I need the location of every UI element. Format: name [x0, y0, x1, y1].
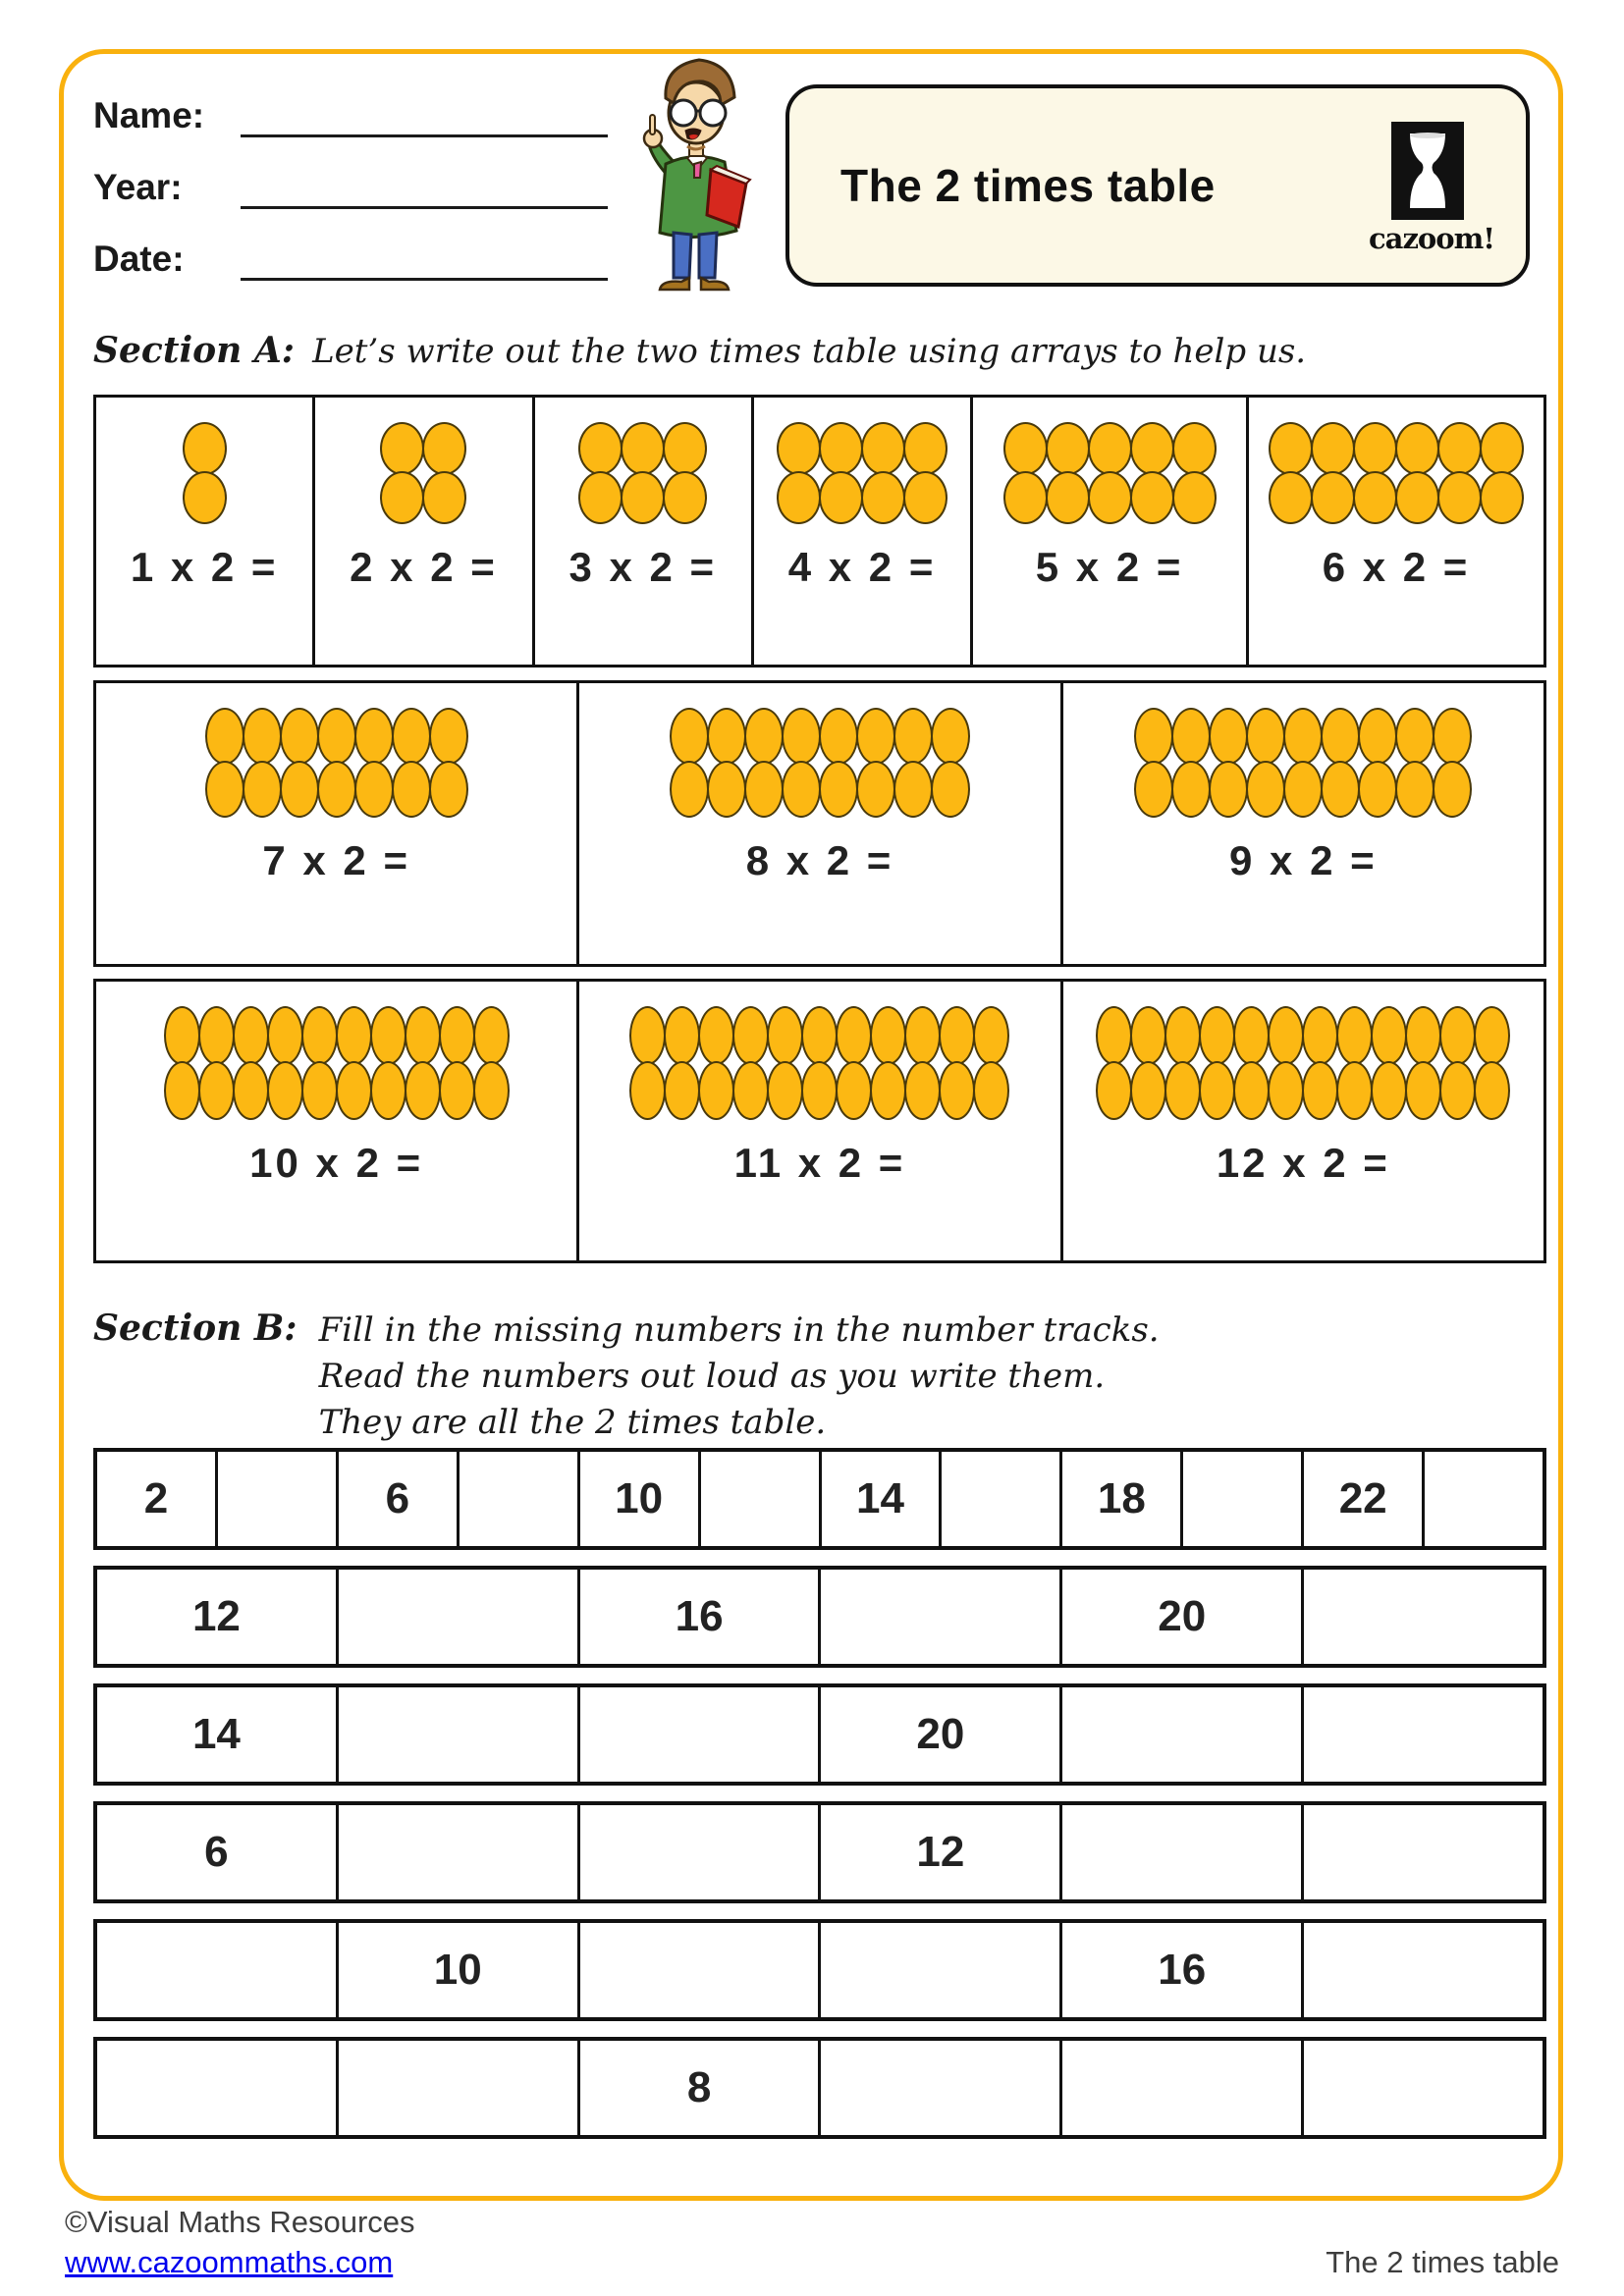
counter-dot-icon [1268, 1061, 1304, 1120]
year-field [93, 162, 608, 209]
counter-dot-icon [1209, 708, 1248, 765]
counter-dot-icon [1474, 1061, 1510, 1120]
number-track-6 [93, 2037, 1546, 2139]
counter-dot-icon [439, 1006, 475, 1065]
counter-dot-icon [405, 1006, 441, 1065]
counter-dot-icon [861, 471, 905, 524]
counter-dot-icon [1269, 471, 1313, 524]
counter-dot-icon [893, 708, 933, 765]
footer-copyright: ©Visual Maths Resources [65, 2205, 415, 2239]
counter-dot-icon [317, 708, 356, 765]
track-cell-filled: 6 [97, 1805, 339, 1899]
counter-dot-icon [670, 708, 709, 765]
counter-dot-icon [205, 708, 244, 765]
counter-dot-icon [973, 1006, 1009, 1065]
counter-dot-icon [1134, 708, 1173, 765]
counter-dot-icon [870, 1006, 906, 1065]
counter-dot-icon [732, 1006, 769, 1065]
counter-dot-icon [422, 471, 466, 524]
track-cell-blank [942, 1452, 1062, 1546]
array-cell-5x2 [973, 398, 1249, 665]
track-cell-blank [1304, 2041, 1543, 2135]
counter-dot-icon [1172, 422, 1217, 475]
teacher-cartoon-icon [601, 54, 787, 297]
counter-dot-icon [1096, 1006, 1132, 1065]
counter-dot-icon [767, 1061, 803, 1120]
counter-dot-icon [1439, 1006, 1476, 1065]
multiplication-label: 9 x 2 = [1229, 837, 1378, 883]
counter-dot-icon [836, 1061, 872, 1120]
section-b-instruction-line: They are all the 2 times table. [318, 1403, 827, 1442]
array-cell-8x2 [579, 683, 1062, 964]
counter-dot-icon [267, 1061, 303, 1120]
counter-dot-icon [1171, 761, 1211, 818]
counter-dot-icon [664, 1061, 700, 1120]
counter-dot-icon [1336, 1006, 1373, 1065]
counter-dot-icon [1283, 708, 1323, 765]
counter-dot-icon [1437, 471, 1482, 524]
multiplication-label: 8 x 2 = [745, 837, 894, 883]
counter-dot-icon [1246, 708, 1285, 765]
counter-dot-icon [301, 1061, 338, 1120]
counter-dot-icon [1353, 471, 1397, 524]
counter-dot-icon [1096, 1061, 1132, 1120]
counter-dot-icon [1046, 471, 1090, 524]
dot-array [1135, 708, 1471, 818]
counter-dot-icon [370, 1006, 406, 1065]
track-cell-blank [1304, 1570, 1543, 1664]
dot-array [630, 1006, 1008, 1120]
counter-dot-icon [1480, 471, 1524, 524]
track-cell-blank [1062, 1805, 1304, 1899]
counter-dot-icon [777, 422, 821, 475]
multiplication-label: 5 x 2 = [1035, 544, 1184, 590]
track-cell-filled: 20 [821, 1687, 1062, 1782]
counter-dot-icon [819, 761, 858, 818]
array-cell-3x2 [535, 398, 754, 665]
track-cell-blank [701, 1452, 822, 1546]
track-cell-blank [580, 1805, 822, 1899]
multiplication-label: 6 x 2 = [1322, 544, 1471, 590]
counter-dot-icon [1003, 422, 1048, 475]
track-cell-blank [1425, 1452, 1543, 1546]
track-cell-blank [1062, 2041, 1304, 2135]
track-cell-blank [339, 1687, 580, 1782]
multiplication-label: 7 x 2 = [262, 837, 410, 883]
counter-dot-icon [422, 422, 466, 475]
track-cell-blank [460, 1452, 580, 1546]
dot-array [579, 422, 706, 524]
counter-dot-icon [1302, 1061, 1338, 1120]
counter-dot-icon [392, 761, 431, 818]
counter-dot-icon [267, 1006, 303, 1065]
track-cell-filled: 14 [97, 1687, 339, 1782]
counter-dot-icon [1371, 1061, 1407, 1120]
counter-dot-icon [1336, 1061, 1373, 1120]
track-cell-filled: 22 [1304, 1452, 1425, 1546]
counter-dot-icon [664, 1006, 700, 1065]
counter-dot-icon [1433, 708, 1472, 765]
section-a-instruction: Let’s write out the two times table using arrays to help us. [312, 332, 1307, 371]
dot-array [1270, 422, 1523, 524]
counter-dot-icon [336, 1006, 372, 1065]
dot-array [381, 422, 465, 524]
section-b-label: Section B: [93, 1308, 298, 1349]
counter-dot-icon [1268, 1006, 1304, 1065]
track-cell-filled: 8 [580, 2041, 822, 2135]
counter-dot-icon [1283, 761, 1323, 818]
counter-dot-icon [903, 422, 947, 475]
counter-dot-icon [1405, 1061, 1441, 1120]
track-cell-blank [1183, 1452, 1304, 1546]
counter-dot-icon [782, 708, 821, 765]
counter-dot-icon [336, 1061, 372, 1120]
track-cell-filled: 12 [97, 1570, 339, 1664]
array-table-row-2 [93, 680, 1546, 967]
counter-dot-icon [621, 471, 665, 524]
array-table-row-3 [93, 979, 1546, 1263]
array-cell-6x2 [1249, 398, 1543, 665]
counter-dot-icon [1046, 422, 1090, 475]
counter-dot-icon [801, 1061, 838, 1120]
number-track-4 [93, 1801, 1546, 1903]
counter-dot-icon [439, 1061, 475, 1120]
counter-dot-icon [861, 422, 905, 475]
counter-dot-icon [280, 761, 319, 818]
counter-dot-icon [670, 761, 709, 818]
number-track-3 [93, 1683, 1546, 1786]
dot-array [1004, 422, 1216, 524]
counter-dot-icon [1130, 422, 1174, 475]
counter-dot-icon [1321, 708, 1360, 765]
counter-dot-icon [893, 761, 933, 818]
counter-dot-icon [1172, 471, 1217, 524]
counter-dot-icon [301, 1006, 338, 1065]
counter-dot-icon [1395, 471, 1439, 524]
counter-dot-icon [744, 761, 784, 818]
counter-dot-icon [1358, 761, 1397, 818]
array-cell-10x2 [96, 982, 579, 1260]
counter-dot-icon [1474, 1006, 1510, 1065]
cazoom-drum-icon [1391, 122, 1464, 220]
track-cell-filled: 2 [97, 1452, 218, 1546]
counter-dot-icon [939, 1006, 975, 1065]
multiplication-label: 10 x 2 = [249, 1140, 424, 1186]
section-b-instructions [319, 1308, 1160, 1446]
counter-dot-icon [856, 708, 895, 765]
cazoom-logo [1369, 122, 1495, 255]
dot-array [165, 1006, 509, 1120]
array-cell-12x2 [1063, 982, 1543, 1260]
section-a-label: Section A: [93, 330, 296, 371]
counter-dot-icon [317, 761, 356, 818]
counter-dot-icon [280, 708, 319, 765]
counter-dot-icon [473, 1006, 510, 1065]
track-cell-blank [218, 1452, 339, 1546]
counter-dot-icon [380, 471, 424, 524]
counter-dot-icon [1171, 708, 1211, 765]
counter-dot-icon [392, 708, 431, 765]
number-track-2 [93, 1566, 1546, 1668]
counter-dot-icon [1358, 708, 1397, 765]
section-b-instruction-line: Fill in the missing numbers in the number tracks. [318, 1310, 1160, 1350]
counter-dot-icon [233, 1006, 269, 1065]
track-cell-blank [1304, 1923, 1543, 2017]
counter-dot-icon [1164, 1061, 1201, 1120]
array-cell-9x2 [1063, 683, 1543, 964]
counter-dot-icon [1371, 1006, 1407, 1065]
multiplication-label: 4 x 2 = [787, 544, 937, 590]
counter-dot-icon [904, 1006, 941, 1065]
dot-array [206, 708, 467, 818]
date-line [241, 239, 608, 281]
counter-dot-icon [1003, 471, 1048, 524]
counter-dot-icon [1246, 761, 1285, 818]
counter-dot-icon [1395, 708, 1435, 765]
counter-dot-icon [1433, 761, 1472, 818]
counter-dot-icon [1311, 471, 1355, 524]
track-cell-filled: 12 [821, 1805, 1062, 1899]
track-cell-blank [97, 2041, 339, 2135]
counter-dot-icon [198, 1061, 235, 1120]
counter-dot-icon [578, 471, 623, 524]
track-cell-filled: 18 [1062, 1452, 1183, 1546]
counter-dot-icon [1164, 1006, 1201, 1065]
counter-dot-icon [243, 708, 282, 765]
counter-dot-icon [1395, 761, 1435, 818]
year-label: Year: [93, 167, 183, 207]
counter-dot-icon [732, 1061, 769, 1120]
counter-dot-icon [621, 422, 665, 475]
track-cell-filled: 16 [580, 1570, 822, 1664]
track-cell-filled: 10 [580, 1452, 701, 1546]
counter-dot-icon [183, 422, 227, 475]
title-box [785, 84, 1530, 287]
multiplication-label: 12 x 2 = [1216, 1140, 1390, 1186]
counter-dot-icon [1199, 1061, 1235, 1120]
counter-dot-icon [1269, 422, 1313, 475]
counter-dot-icon [707, 761, 746, 818]
counter-dot-icon [233, 1061, 269, 1120]
name-field [93, 90, 608, 137]
counter-dot-icon [164, 1006, 200, 1065]
multiplication-label: 2 x 2 = [350, 544, 498, 590]
dot-array [1097, 1006, 1509, 1120]
track-cell-filled: 14 [822, 1452, 943, 1546]
array-cell-7x2 [96, 683, 579, 964]
counter-dot-icon [1199, 1006, 1235, 1065]
track-cell-blank [97, 1923, 339, 2017]
multiplication-label: 3 x 2 = [568, 544, 718, 590]
counter-dot-icon [1437, 422, 1482, 475]
counter-dot-icon [629, 1006, 666, 1065]
counter-dot-icon [243, 761, 282, 818]
section-b-instruction-line: Read the numbers out loud as you write them. [318, 1357, 1106, 1396]
section-a-heading [93, 330, 1306, 371]
name-label: Name: [93, 95, 205, 135]
counter-dot-icon [1311, 422, 1355, 475]
counter-dot-icon [205, 761, 244, 818]
track-cell-blank [580, 1687, 822, 1782]
track-cell-blank [821, 1923, 1062, 2017]
track-cell-blank [339, 2041, 580, 2135]
counter-dot-icon [1134, 761, 1173, 818]
counter-dot-icon [1405, 1006, 1441, 1065]
counter-dot-icon [707, 708, 746, 765]
counter-dot-icon [931, 761, 970, 818]
date-field [93, 234, 608, 281]
counter-dot-icon [973, 1061, 1009, 1120]
year-line [241, 167, 608, 209]
track-cell-blank [1062, 1687, 1304, 1782]
counter-dot-icon [1233, 1061, 1270, 1120]
number-track-5 [93, 1919, 1546, 2021]
track-cell-filled: 10 [339, 1923, 580, 2017]
footer-website-link[interactable]: www.cazoommaths.com [65, 2245, 394, 2279]
counter-dot-icon [429, 761, 468, 818]
counter-dot-icon [870, 1061, 906, 1120]
array-cell-1x2 [96, 398, 315, 665]
track-cell-blank [339, 1805, 580, 1899]
array-table-row-1 [93, 395, 1546, 667]
counter-dot-icon [429, 708, 468, 765]
counter-dot-icon [801, 1006, 838, 1065]
counter-dot-icon [629, 1061, 666, 1120]
counter-dot-icon [1209, 761, 1248, 818]
counter-dot-icon [767, 1006, 803, 1065]
track-cell-blank [821, 1570, 1062, 1664]
counter-dot-icon [939, 1061, 975, 1120]
counter-dot-icon [473, 1061, 510, 1120]
counter-dot-icon [1088, 422, 1132, 475]
counter-dot-icon [578, 422, 623, 475]
counter-dot-icon [1480, 422, 1524, 475]
counter-dot-icon [744, 708, 784, 765]
counter-dot-icon [198, 1006, 235, 1065]
counter-dot-icon [903, 471, 947, 524]
counter-dot-icon [931, 708, 970, 765]
counter-dot-icon [698, 1061, 734, 1120]
dot-array [671, 708, 969, 818]
track-cell-filled: 16 [1062, 1923, 1304, 2017]
counter-dot-icon [1321, 761, 1360, 818]
track-cell-filled: 20 [1062, 1570, 1304, 1664]
array-cell-11x2 [579, 982, 1062, 1260]
counter-dot-icon [819, 471, 863, 524]
counter-dot-icon [904, 1061, 941, 1120]
counter-dot-icon [698, 1006, 734, 1065]
name-line [241, 95, 608, 137]
array-cell-4x2 [754, 398, 973, 665]
track-cell-blank [339, 1570, 580, 1664]
page-title: The 2 times table [840, 160, 1216, 211]
footer-worksheet-title: The 2 times table [1326, 2245, 1559, 2279]
counter-dot-icon [354, 708, 394, 765]
track-cell-blank [580, 1923, 822, 2017]
track-cell-blank [1304, 1805, 1543, 1899]
counter-dot-icon [836, 1006, 872, 1065]
dot-array [184, 422, 226, 524]
counter-dot-icon [380, 422, 424, 475]
track-cell-filled: 6 [339, 1452, 460, 1546]
counter-dot-icon [1302, 1006, 1338, 1065]
counter-dot-icon [663, 471, 707, 524]
counter-dot-icon [1130, 1006, 1166, 1065]
counter-dot-icon [1130, 1061, 1166, 1120]
dot-array [778, 422, 947, 524]
counter-dot-icon [1130, 471, 1174, 524]
counter-dot-icon [183, 471, 227, 524]
cazoom-logo-text: cazoom! [1369, 222, 1495, 255]
multiplication-label: 11 x 2 = [733, 1140, 906, 1186]
counter-dot-icon [354, 761, 394, 818]
counter-dot-icon [856, 761, 895, 818]
counter-dot-icon [1088, 471, 1132, 524]
counter-dot-icon [782, 761, 821, 818]
date-label: Date: [93, 239, 185, 279]
counter-dot-icon [777, 471, 821, 524]
multiplication-label: 1 x 2 = [130, 544, 279, 590]
counter-dot-icon [370, 1061, 406, 1120]
track-cell-blank [1304, 1687, 1543, 1782]
counter-dot-icon [1233, 1006, 1270, 1065]
track-cell-blank [821, 2041, 1062, 2135]
counter-dot-icon [164, 1061, 200, 1120]
counter-dot-icon [1353, 422, 1397, 475]
counter-dot-icon [819, 422, 863, 475]
counter-dot-icon [1439, 1061, 1476, 1120]
counter-dot-icon [405, 1061, 441, 1120]
array-cell-2x2 [315, 398, 534, 665]
counter-dot-icon [1395, 422, 1439, 475]
section-b-heading [93, 1308, 1160, 1446]
number-track-1 [93, 1448, 1546, 1550]
counter-dot-icon [819, 708, 858, 765]
counter-dot-icon [663, 422, 707, 475]
